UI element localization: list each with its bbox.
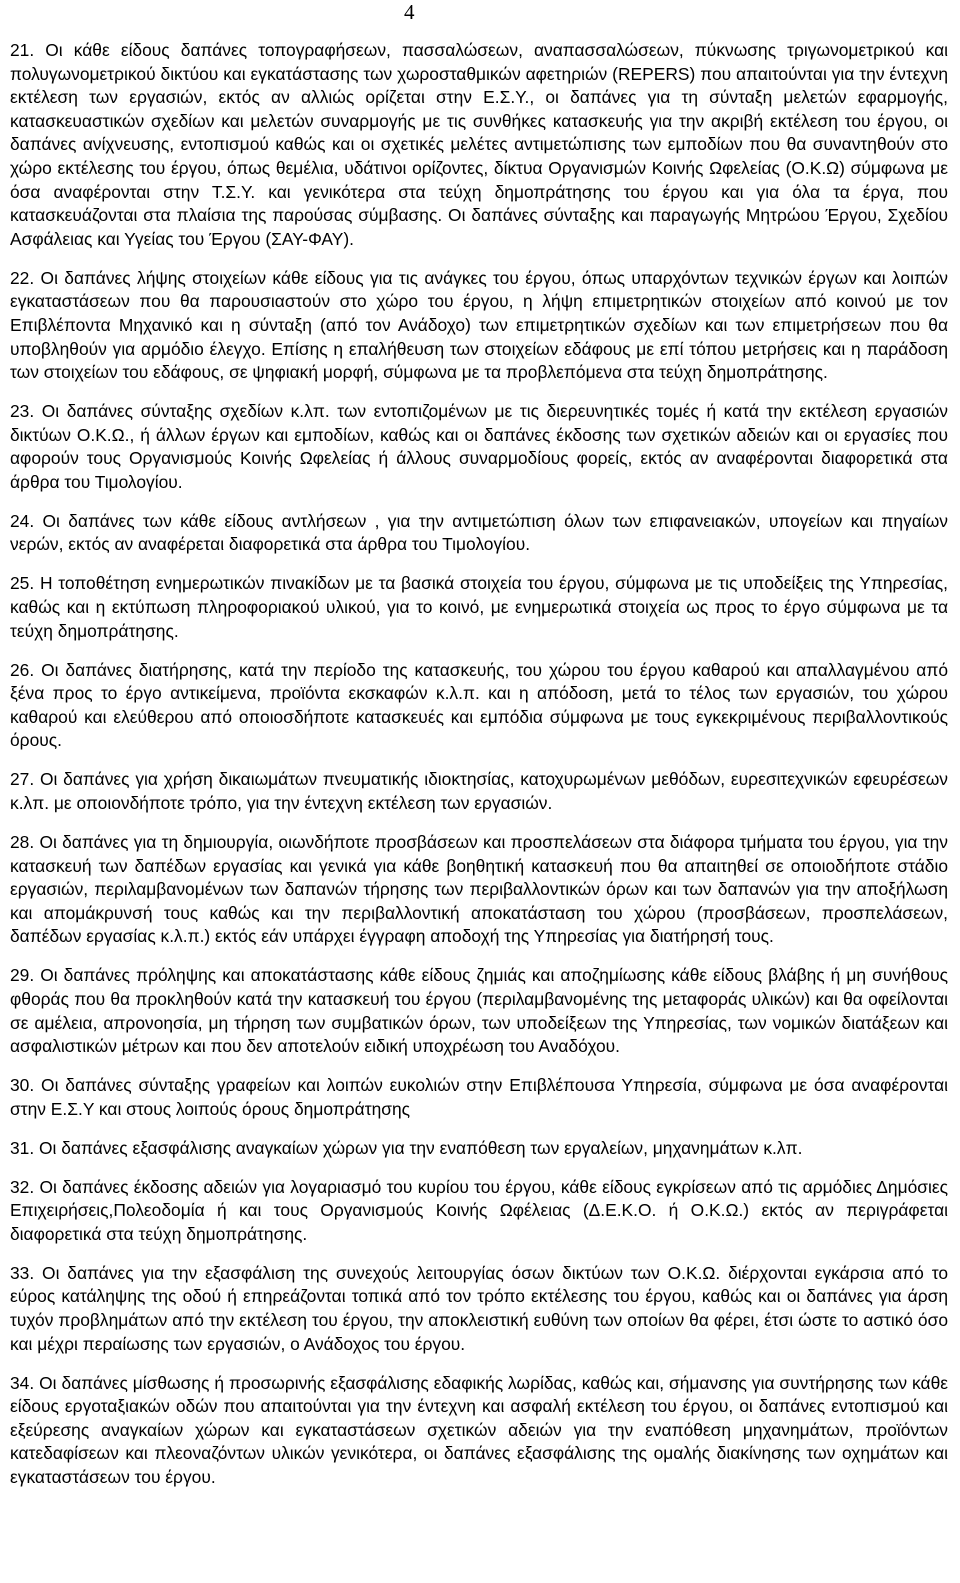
- document-body: [10, 39, 948, 1505]
- item-text: Οι δαπάνες για χρήση δικαιωμάτων πνευματικής ιδιοκτησίας, κατοχυρωμένων μεθόδων, ευρεσιτεχνικών εφευρέσεων κ.λπ. με οποιονδήποτε τρόπο, για την έντεχνη εκτέλεση των εργασιών.: [10, 769, 948, 813]
- item-text: Οι δαπάνες σύνταξης σχεδίων κ.λπ. των εντοπιζομένων με τις διερευνητικές τομές ή κατά την εκτέλεση εργασιών δικτύων Ο.Κ.Ω., ή άλλων έργων και εμποδίων, καθώς και οι δαπάνες έκδοσης των σχετικών αδειών και οι εργασίες που αφορούν τους Οργανισμούς Κοινής Ωφελείας ή άλλους συναρμοδίους φορείς, εκτός αν αναφέρονται διαφορετικά στα άρθρα του Τιμολογίου.: [10, 401, 948, 492]
- list-item: [10, 964, 948, 1058]
- item-number: 25.: [10, 573, 35, 594]
- item-text: Οι δαπάνες έκδοσης αδειών για λογαριασμό του κυρίου του έργου, κάθε είδους εγκρίσεων από τις αρμόδιες Δημόσιες Επιχειρήσεις,Πολεοδομία ή και τους Οργανισμούς Κοινής Ωφέλειας (Δ.Ε.Κ.Ο. ή Ο.Κ.Ω.) εκτός αν περιγράφεται διαφορετικά στα τεύχη δημοπράτησης.: [10, 1176, 948, 1244]
- item-number: 26.: [10, 659, 35, 680]
- item-number: 28.: [10, 831, 35, 852]
- list-item: [10, 1074, 948, 1121]
- item-text: Οι δαπάνες λήψης στοιχείων κάθε είδους για τις ανάγκες του έργου, όπως υπαρχόντων τεχνικών έργων και λοιπών εγκαταστάσεων που θα παρουσιαστούν στο χώρο του έργου, η λήψη επιμετρητικών στοιχείων από κοινού με τον Επιβλέποντα Μηχανικό και η σύνταξη (από τον Ανάδοχο) των επιμετρητικών σχεδίων και των επιμετρήσεων που θα υποβληθούν για αρμόδιο έλεγχο. Επίσης η επαλήθευση των στοιχείων εδάφους με επί τόπου μετρήσεις και η παράδοση των στοιχείων του εδάφους, σε ψηφιακή μορφή, σύμφωνα με τα προβλεπόμενα στα τεύχη δημοπράτησης.: [10, 267, 948, 383]
- item-number: 31.: [10, 1137, 35, 1158]
- item-text: Οι δαπάνες των κάθε είδους αντλήσεων , για την αντιμετώπιση όλων των επιφανειακών, υπογείων και πηγαίων νερών, εκτός αν αναφέρεται διαφορετικά στα άρθρα του Τιμολογίου.: [10, 510, 948, 555]
- list-item: [10, 572, 948, 643]
- item-number: 22.: [10, 267, 35, 288]
- list-item: [10, 768, 948, 815]
- list-item: [10, 1176, 948, 1247]
- item-text: Οι δαπάνες διατήρησης, κατά την περίοδο της κατασκευής, του χώρου του έργου καθαρού και απαλλαγμένου από ξένα προς το έργο αντικείμενα, προϊόντα εκσκαφών κ.λ.π. και η απόδοση, μετά το τέλος των εργασιών, του χώρου καθαρού και ελεύθερου από οποιοσδήποτε κατασκευές και εμπόδια σύμφωνα με τους εγκεκριμένους περιβαλλοντικούς όρους.: [10, 659, 948, 751]
- page-number: 4: [404, 0, 415, 24]
- item-number: 24.: [10, 510, 35, 531]
- item-number: 21.: [10, 40, 35, 60]
- list-item: [10, 1137, 948, 1161]
- list-item: [10, 39, 948, 251]
- item-number: 23.: [10, 401, 35, 422]
- item-text: Οι δαπάνες πρόληψης και αποκατάστασης κάθε είδους ζημιάς και αποζημίωσης κάθε είδους βλάβης ή μη συνήθους φθοράς που θα προκληθούν κατά την κατασκευή του έργου (περιλαμβανομένης της μεταφοράς υλικών) και θα οφείλονται σε αμέλεια, απρονοησία, μη τήρηση των συμβατικών όρων, των υποδείξεων της Υπηρεσίας, των νομικών διατάξεων και ασφαλιστικών μέτρων και που δεν αποτελούν ειδική υποχρέωση του Αναδόχου.: [10, 965, 948, 1057]
- item-text: Η τοποθέτηση ενημερωτικών πινακίδων με τα βασικά στοιχεία του έργου, σύμφωνα με τις υποδείξεις της Υπηρεσίας, καθώς και η εκτύπωση πληροφοριακού υλικού, για το κοινό, με ενημερωτικά στοιχεία ως προς το έργο σύμφωνα με τα τεύχη δημοπράτησης.: [10, 573, 948, 641]
- item-text: Οι δαπάνες για τη δημιουργία, οιωνδήποτε προσβάσεων και προσπελάσεων στα διάφορα τμήματα του έργου, για την κατασκευή των δαπέδων εργασίας και γενικά για κάθε βοηθητική κατασκευή που θα απαιτηθεί σε οποιοδήποτε στάδιο εργασιών, περιλαμβανομένων των δαπανών τήρησης των περιβαλλοντικών όρων και των δαπανών για την αποξήλωση και απομάκρυνσή τους καθώς και την περιβαλλοντική αποκατάσταση του χώρου (προσβάσεων, προσπελάσεων, δαπέδων εργασίας κ.λ.π.) εκτός εάν υπάρχει έγγραφη αποδοχή της Υπηρεσίας για διατήρησή τους.: [10, 831, 948, 947]
- item-text: Οι δαπάνες για την εξασφάλιση της συνεχούς λειτουργίας όσων δικτύων των Ο.Κ.Ω. διέρχονται εγκάρσια από το εύρος κατάληψης της οδού ή επηρεάζονται τοπικά από τον τρόπο εκτέλεσης του έργου, καθώς και οι δαπάνες για άρση τυχόν προβλημάτων από την εκτέλεση του έργου, την αποκλειστική ευθύνη των οποίων θα φέρει, έτσι ώστε το αστικό όσο και μέχρι περαίωσης των εργασιών, ο Ανάδοχος του έργου.: [10, 1262, 948, 1354]
- list-item: [10, 659, 948, 753]
- list-item: [10, 510, 948, 557]
- list-item: [10, 1372, 948, 1490]
- list-item: [10, 400, 948, 494]
- item-number: 34.: [10, 1372, 35, 1393]
- item-text: Οι δαπάνες εξασφάλισης αναγκαίων χώρων για την εναπόθεση των εργαλείων, μηχανημάτων κ.λπ.: [34, 1137, 803, 1158]
- item-number: 32.: [10, 1176, 35, 1197]
- item-text: Οι δαπάνες μίσθωσης ή προσωρινής εξασφάλισης εδαφικής λωρίδας, καθώς και, σήμανσης για συντήρησης των κάθε είδους εργοταξιακών οδών που απαιτούνται για την έντεχνη και ασφαλή εκτέλεση του έργου, οι δαπάνες εντοπισμού και εξεύρεσης αναγκαίων χώρων και εγκαταστάσεων σχετικών αδειών για την εναπόθεση μηχανημάτων, προϊόντων κατεδαφίσεων και πλεοναζόντων υλικών γενικότερα, οι δαπάνες εξασφάλισης της ομαλής διακίνησης των οχημάτων και εγκαταστάσεων του έργου.: [10, 1372, 948, 1487]
- item-number: 33.: [10, 1262, 35, 1283]
- list-item: [10, 1262, 948, 1356]
- item-text: Οι κάθε είδους δαπάνες τοπογραφήσεων, πασσαλώσεων, αναπασσαλώσεων, πύκνωσης τριγωνομετρικού και πολυγωνομετρικού δικτύου και εγκατάστασης των χωροσταθμικών αφετηριών (REPERS) που απαιτούνται για την έντεχνη εκτέλεση των εργασιών, εκτός αν αλλιώς ορίζεται στην Ε.Σ.Υ., οι δαπάνες για τη σύνταξη μελετών εφαρμογής, κατασκευαστικών σχεδίων και μελετών συναρμογής με τις συνθήκες κατασκευής για την ακριβή εκτέλεση του έργου, οι δαπάνες ανίχνευσης, εντοπισμού καθώς και οι σχετικές μελέτες αντιμετώπισης των εμποδίων που θα συναντηθούν στο χώρο εκτέλεσης του έργου, όπως θεμέλια, υδάτινοι ορίζοντες, δίκτυα Οργανισμών Κοινής Ωφελείας (Ο.Κ.Ω) σύμφωνα με όσα αναφέρονται στην Τ.Σ.Υ. και γενικότερα στα τεύχη δημοπράτησης του έργου και για όλα τα έργα, που κατασκευάζονται στα πλαίσια της παρούσας σύμβασης. Οι δαπάνες σύνταξης και παραγωγής Μητρώου Έργου, Σχεδίου Ασφάλειας και Υγείας του Έργου (ΣΑΥ-ΦΑΥ).: [10, 40, 948, 249]
- item-text: Οι δαπάνες σύνταξης γραφείων και λοιπών ευκολιών στην Επιβλέπουσα Υπηρεσία, σύμφωνα με όσα αναφέρονται στην Ε.Σ.Υ και στους λοιπούς όρους δημοπράτησης: [10, 1075, 948, 1119]
- item-number: 27.: [10, 769, 35, 790]
- item-number: 29.: [10, 965, 35, 986]
- list-item: [10, 831, 948, 949]
- list-item: [10, 267, 948, 385]
- item-number: 30.: [10, 1075, 35, 1096]
